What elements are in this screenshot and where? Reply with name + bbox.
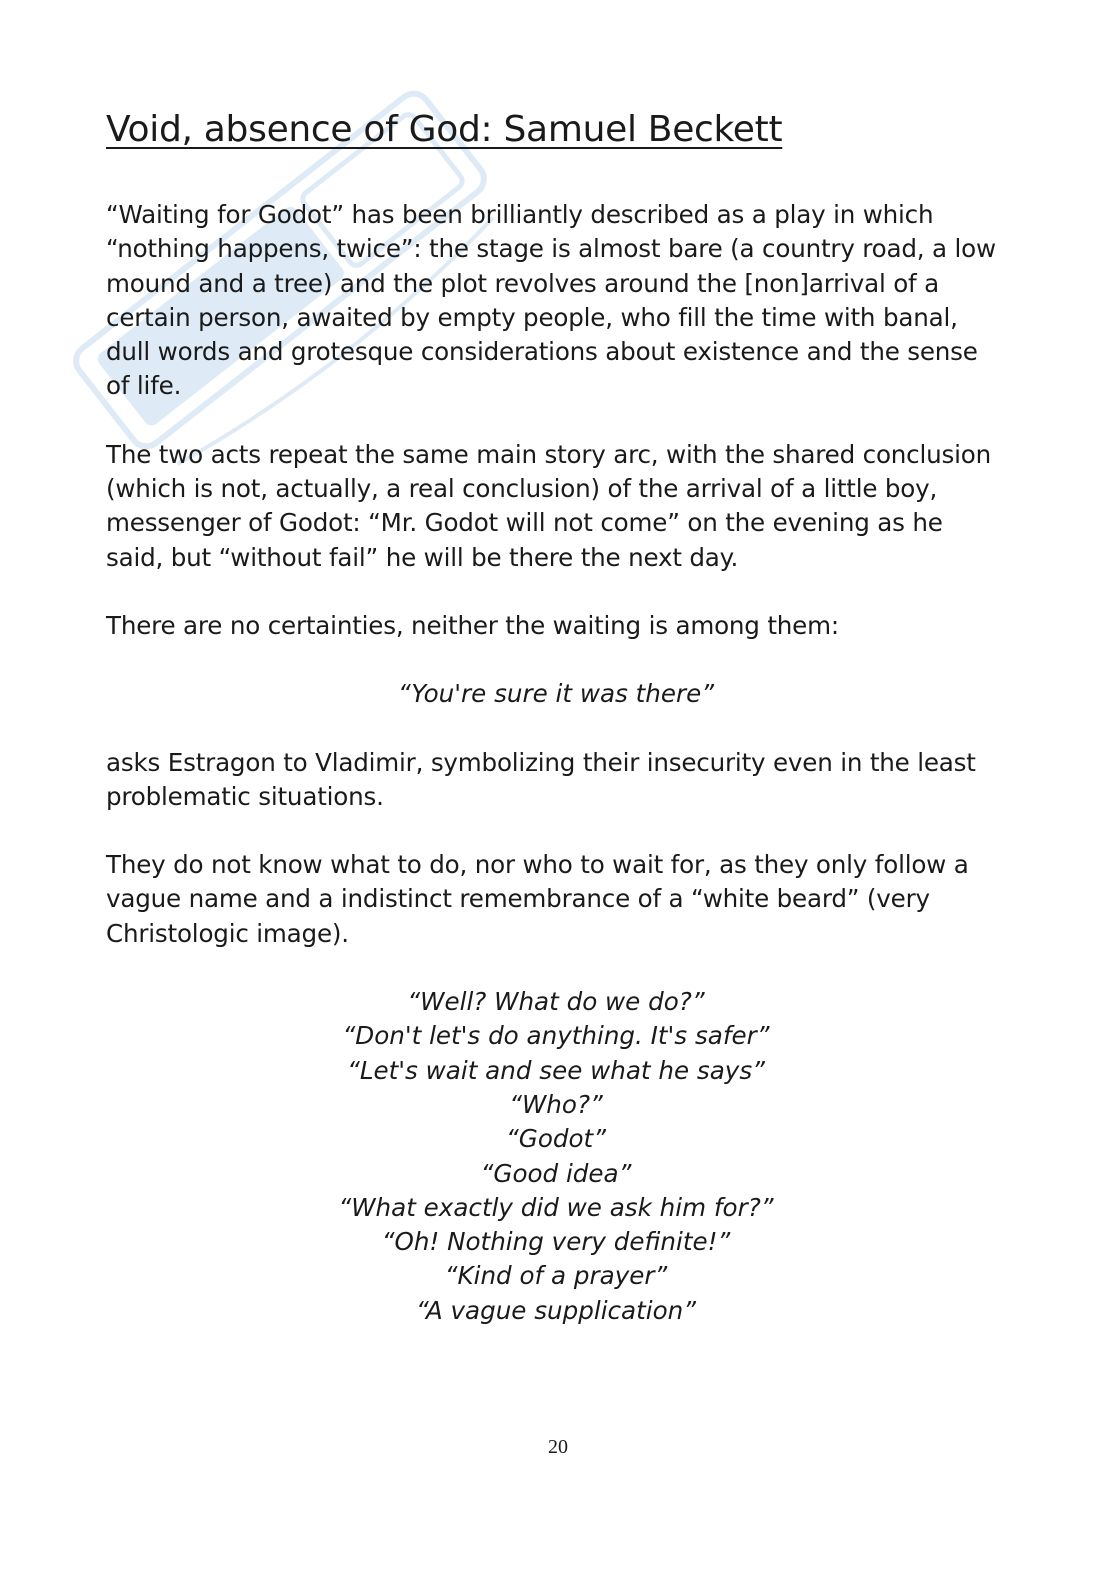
dialogue-block (106, 985, 1006, 1328)
dialogue-line: “Oh! Nothing very definite!” (381, 1227, 731, 1257)
paragraph-estragon: asks Estragon to Vladimir, symbolizing their insecurity even in the least problematic situations. (106, 747, 976, 811)
dialogue-line: “What exactly did we ask him for?” (338, 1192, 774, 1222)
page-number: 20 (548, 1436, 568, 1458)
dialogue-line: “Let's wait and see what he says” (347, 1055, 765, 1085)
document-page (106, 100, 1006, 1328)
dialogue-line: “Don't let's do anything. It's safer” (342, 1021, 770, 1051)
dialogue-line: “Who?” (509, 1089, 603, 1119)
paragraph-intro: “Waiting for Godot” has been brilliantly described as a play in which “nothing happens, twice”: the stage is almost bare (a country road, a low mound and a tree) and the plot revolves around the [non]arrival of a certain person, awaited by empty people, who fill the time with banal, dull words and grotesque considerations about existence and the sense of life. (106, 200, 996, 401)
quote-line: “You're sure it was there” (398, 679, 714, 709)
paragraph-certainties: There are no certainties, neither the waiting is among them: (106, 610, 839, 640)
dialogue-line: “Godot” (506, 1124, 606, 1154)
paragraph-acts: The two acts repeat the same main story arc, with the shared conclusion (which is not, actually, a real conclusion) of the arrival of a little boy, messenger of Godot: “Mr. Godot will not come” on the evening as he said, but “without fail” he will be there the next day. (106, 439, 991, 572)
paragraph-vague-name: They do not know what to do, nor who to wait for, as they only follow a vague name and a indistinct remembrance of a “white beard” (very Christologic image). (106, 850, 969, 948)
dialogue-line: “A vague supplication” (416, 1295, 696, 1325)
dialogue-line: “Good idea” (480, 1158, 632, 1188)
page-title: Void, absence of God: Samuel Beckett (106, 109, 783, 150)
dialogue-line: “Kind of a prayer” (444, 1261, 668, 1291)
dialogue-line: “Well? What do we do?” (407, 987, 705, 1017)
